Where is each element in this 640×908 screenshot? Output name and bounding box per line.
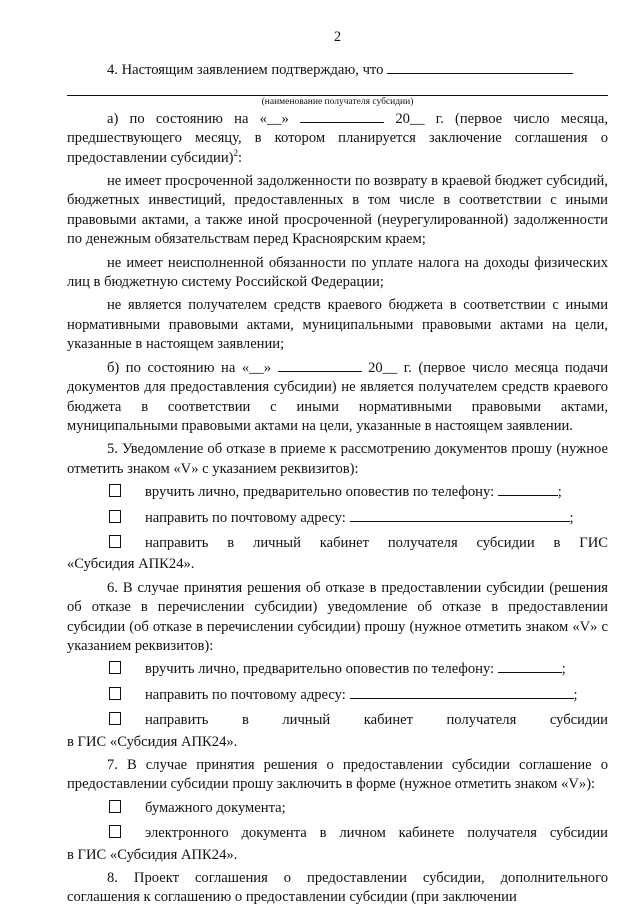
- p5-option-phone: вручить лично, предварительно оповестив по телефону: ;: [109, 483, 608, 502]
- paragraph-6: 6. В случае принятия решения об отказе в предоставлении субсидии (решения об отказе в перечислении субсидии) уведомление об отказе в предоставлении субсидии (об отказе в перечислении субсидии) прошу (нужное отметить знаком «V» с указанием реквизитов):: [67, 579, 608, 654]
- date-blank-a[interactable]: [300, 110, 384, 123]
- paragraph-4b: б) по состоянию на «__» 20__ г. (первое число месяца подачи документов для предоставления субсидии) не является получателем средств краевого бюджета в соответствии с иными нормативными правовыми актами, муниципальными правовыми актами на цели, указанные в настоящем заявлении.: [67, 359, 609, 434]
- p7-option-electronic: электронного документа в личном кабинете получателя субсидии: [109, 824, 608, 843]
- recipient-caption: (наименование получателя субсидии): [261, 96, 414, 107]
- address-blank-p6[interactable]: [350, 686, 574, 699]
- checkbox-p5-phone[interactable]: [109, 484, 121, 497]
- checkbox-p6-mail[interactable]: [109, 687, 121, 700]
- checkbox-p7-electronic[interactable]: [109, 825, 121, 838]
- recipient-blank[interactable]: [387, 61, 573, 74]
- page-number: 2: [333, 29, 342, 45]
- paragraph-8: 8. Проект соглашения о предоставлении субсидии, дополнительного соглашения к соглашению о предоставлении субсидии (при заключении: [67, 870, 608, 906]
- paragraph-4: 4. Настоящим заявлением подтверждаю, что: [67, 61, 608, 80]
- address-blank-p5[interactable]: [350, 509, 570, 522]
- p6-option-mail: направить по почтовому адресу: ;: [109, 686, 608, 705]
- p6-option-cabinet: направить в личный кабинет получателя субсидии: [109, 711, 608, 730]
- p5-option-cabinet: направить в личный кабинет получателя субсидии в ГИС: [109, 534, 608, 553]
- p6-option-cabinet-end: в ГИС «Субсидия АПК24».: [67, 733, 238, 750]
- checkbox-p5-cabinet[interactable]: [109, 535, 121, 548]
- checkbox-p6-phone[interactable]: [109, 661, 121, 674]
- paragraph-4a-1: не имеет просроченной задолженности по возврату в краевой бюджет субсидий, бюджетных инвестиций, предоставленных в том числе в соответствии с иными правовыми актами, а также иной просроченной (неурегулированной) задолженности по денежным обязательствам перед Красноярским краем;: [67, 173, 608, 248]
- phone-blank-p6[interactable]: [498, 660, 562, 673]
- checkbox-p6-cabinet[interactable]: [109, 712, 121, 725]
- date-blank-b[interactable]: [278, 359, 362, 372]
- p7-option-paper: бумажного документа;: [109, 799, 608, 818]
- paragraph-4a-3: не является получателем средств краевого бюджета в соответствии с иными нормативными правовыми актами, муниципальными правовыми актами на цели, указанные в настоящем заявлении;: [67, 297, 608, 353]
- paragraph-7: 7. В случае принятия решения о предоставлении субсидии соглашение о предоставлении субсидии прошу заключить в форме (нужное отметить знаком «V»):: [67, 757, 608, 793]
- p7-option-electronic-end: в ГИС «Субсидия АПК24».: [67, 846, 238, 863]
- checkbox-p5-mail[interactable]: [109, 510, 121, 523]
- phone-blank-p5[interactable]: [498, 483, 558, 496]
- recipient-line[interactable]: [67, 85, 608, 96]
- p5-option-mail: направить по почтовому адресу: ;: [109, 509, 608, 528]
- p5-option-cabinet-end: «Субсидия АПК24».: [67, 556, 195, 573]
- footnote-mark: 2: [233, 147, 239, 158]
- checkbox-p7-paper[interactable]: [109, 800, 121, 813]
- paragraph-4a-2: не имеет неисполненной обязанности по уплате налога на доходы физических лиц в бюджетную систему Российской Федерации;: [67, 254, 608, 291]
- p6-option-phone: вручить лично, предварительно оповестив по телефону: ;: [109, 660, 608, 679]
- paragraph-5: 5. Уведомление об отказе в приеме к рассмотрению документов прошу (нужное отметить знаком «V» с указанием реквизитов):: [67, 441, 608, 477]
- paragraph-4a: а) по состоянию на «__» 20__ г. (первое число месяца, предшествующего месяцу, в котором планируется заключение соглашения о предоставлении субсидии)$^2$:: [67, 110, 609, 166]
